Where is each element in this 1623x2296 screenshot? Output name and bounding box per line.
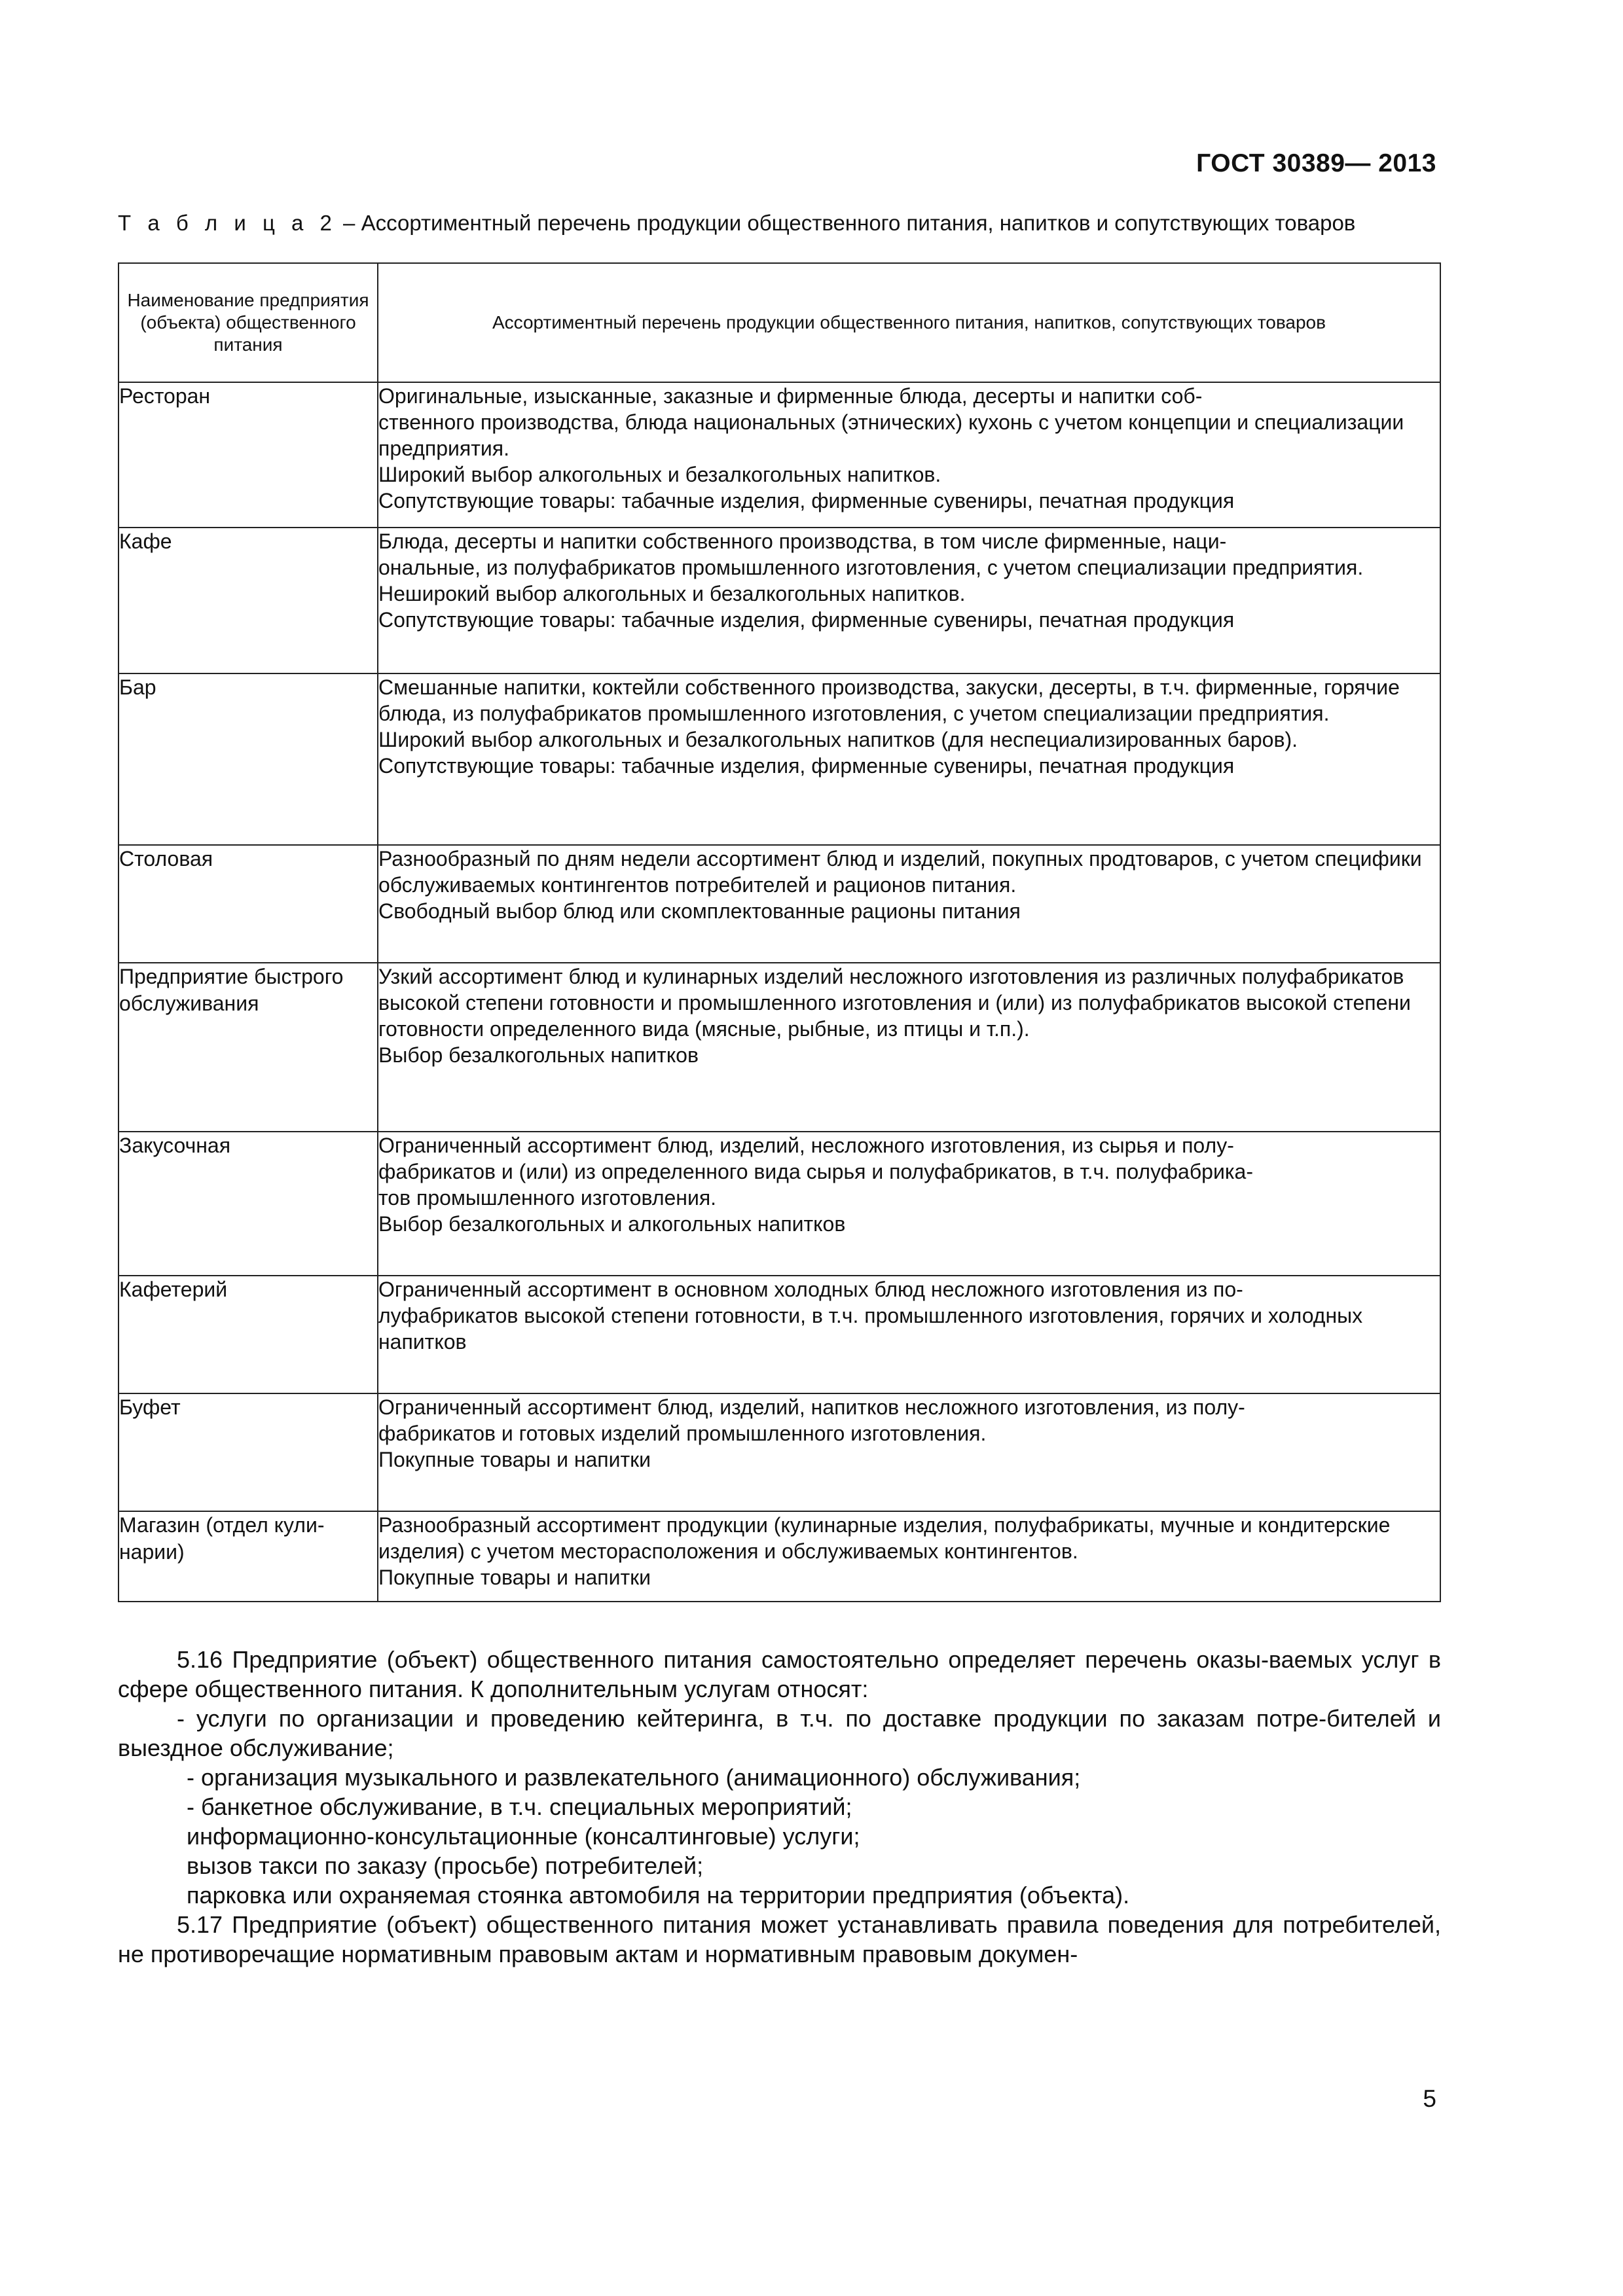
assortment-description: Смешанные напитки, коктейли собственного производства, закуски, десерты, в т.ч. фирменные, горячие блюда, из полуфабрикатов промышленного изготовления, с учетом специализации предприятия. Широкий выбор алкогольных и безалкогольных напитков (для неспециализированных баров). Сопутствующие товары: табачные изделия, фирменные сувениры, печатная продукция bbox=[378, 673, 1440, 845]
enterprise-name: Закусочная bbox=[119, 1132, 378, 1276]
assortment-description: Ограниченный ассортимент в основном холодных блюд несложного изготовления из по- луфабрикатов высокой степени готовности, в т.ч. промышленного изготовления, горячих и холодных напитков bbox=[378, 1276, 1440, 1393]
assortment-table bbox=[118, 262, 1441, 1602]
table-caption-label: Т а б л и ц а 2 bbox=[118, 211, 337, 235]
table-row bbox=[119, 963, 1440, 1132]
list-item: - организация музыкального и развлекательного (анимационного) обслуживания; bbox=[187, 1764, 1081, 1791]
table-row bbox=[119, 382, 1440, 528]
enterprise-name: Ресторан bbox=[119, 382, 378, 528]
assortment-description: Разнообразный по дням недели ассортимент блюд и изделий, покупных продтоваров, с учетом специфики обслуживаемых контингентов потребителей и рационов питания. Свободный выбор блюд или скомплектованные рационы питания bbox=[378, 845, 1440, 963]
table-row bbox=[119, 528, 1440, 673]
table-row bbox=[119, 1511, 1440, 1602]
enterprise-name: Буфет bbox=[119, 1393, 378, 1511]
body-text bbox=[118, 1645, 1441, 1969]
standard-designation: ГОСТ 30389— 2013 bbox=[1196, 149, 1436, 177]
list-item: - банкетное обслуживание, в т.ч. специальных мероприятий; bbox=[187, 1793, 852, 1820]
table-row bbox=[119, 1393, 1440, 1511]
table-row bbox=[119, 845, 1440, 963]
table-row bbox=[119, 1276, 1440, 1393]
column-header-enterprise: Наименование предприятия (объекта) общественного питания bbox=[119, 263, 378, 382]
table-row bbox=[119, 673, 1440, 845]
enterprise-name: Магазин (отдел кули- нарии) bbox=[119, 1511, 378, 1602]
assortment-description: Оригинальные, изысканные, заказные и фирменные блюда, десерты и напитки соб- ственного производства, блюда национальных (этнических) кухонь с учетом концепции и специализации предприятия. Широкий выбор алкогольных и безалкогольных напитков. Сопутствующие товары: табачные изделия, фирменные сувениры, печатная продукция bbox=[378, 382, 1440, 528]
list-item: вызов такси по заказу (просьбе) потребителей; bbox=[187, 1852, 704, 1879]
assortment-description: Ограниченный ассортимент блюд, изделий, напитков несложного изготовления, из полу- фабрикатов и готовых изделий промышленного изготовления. Покупные товары и напитки bbox=[378, 1393, 1440, 1511]
table-header-row bbox=[119, 263, 1440, 382]
page-number: 5 bbox=[1423, 2085, 1436, 2112]
enterprise-name: Столовая bbox=[119, 845, 378, 963]
table-caption bbox=[118, 211, 1440, 236]
assortment-description: Ограниченный ассортимент блюд, изделий, несложного изготовления, из сырья и полу- фабрикатов и (или) из определенного вида сырья и полуфабрикатов, в т.ч. полуфабрика- тов промышленного изготовления. Выбор безалкогольных и алкогольных напитков bbox=[378, 1132, 1440, 1276]
enterprise-name: Кафе bbox=[119, 528, 378, 673]
column-header-assortment: Ассортиментный перечень продукции общественного питания, напитков, сопутствующих товаров bbox=[378, 263, 1440, 382]
clause-5-17: 5.17 Предприятие (объект) общественного питания может устанавливать правила поведения для потребителей, не противоречащие нормативным правовым актам и нормативным правовым докумен- bbox=[118, 1911, 1441, 1967]
table-caption-text: – Ассортиментный перечень продукции общественного питания, напитков и сопутствующих товаров bbox=[337, 211, 1356, 235]
enterprise-name: Предприятие быстрого обслуживания bbox=[119, 963, 378, 1132]
table-row bbox=[119, 1132, 1440, 1276]
list-item: информационно-консультационные (консалтинговые) услуги; bbox=[187, 1823, 860, 1850]
enterprise-name: Кафетерий bbox=[119, 1276, 378, 1393]
assortment-description: Разнообразный ассортимент продукции (кулинарные изделия, полуфабрикаты, мучные и кондитерские изделия) с учетом месторасположения и обслуживаемых контингентов. Покупные товары и напитки bbox=[378, 1511, 1440, 1602]
enterprise-name: Бар bbox=[119, 673, 378, 845]
list-item: - услуги по организации и проведению кейтеринга, в т.ч. по доставке продукции по заказам потре-бителей и выездное обслуживание; bbox=[118, 1705, 1441, 1761]
clause-5-16: 5.16 Предприятие (объект) общественного питания самостоятельно определяет перечень оказы-ваемых услуг в сфере общественного питания. К дополнительным услугам относят: bbox=[118, 1646, 1441, 1702]
assortment-description: Узкий ассортимент блюд и кулинарных изделий несложного изготовления из различных полуфабрикатов высокой степени готовности и промышленного изготовления и (или) из полуфабрикатов высокой степени готовности определенного вида (мясные, рыбные, из птицы и т.п.). Выбор безалкогольных напитков bbox=[378, 963, 1440, 1132]
list-item: парковка или охраняемая стоянка автомобиля на территории предприятия (объекта). bbox=[187, 1882, 1130, 1909]
assortment-description: Блюда, десерты и напитки собственного производства, в том числе фирменные, наци- ональные, из полуфабрикатов промышленного изготовления, с учетом специализации предприятия. Неширокий выбор алкогольных и безалкогольных напитков. Сопутствующие товары: табачные изделия, фирменные сувениры, печатная продукция bbox=[378, 528, 1440, 673]
